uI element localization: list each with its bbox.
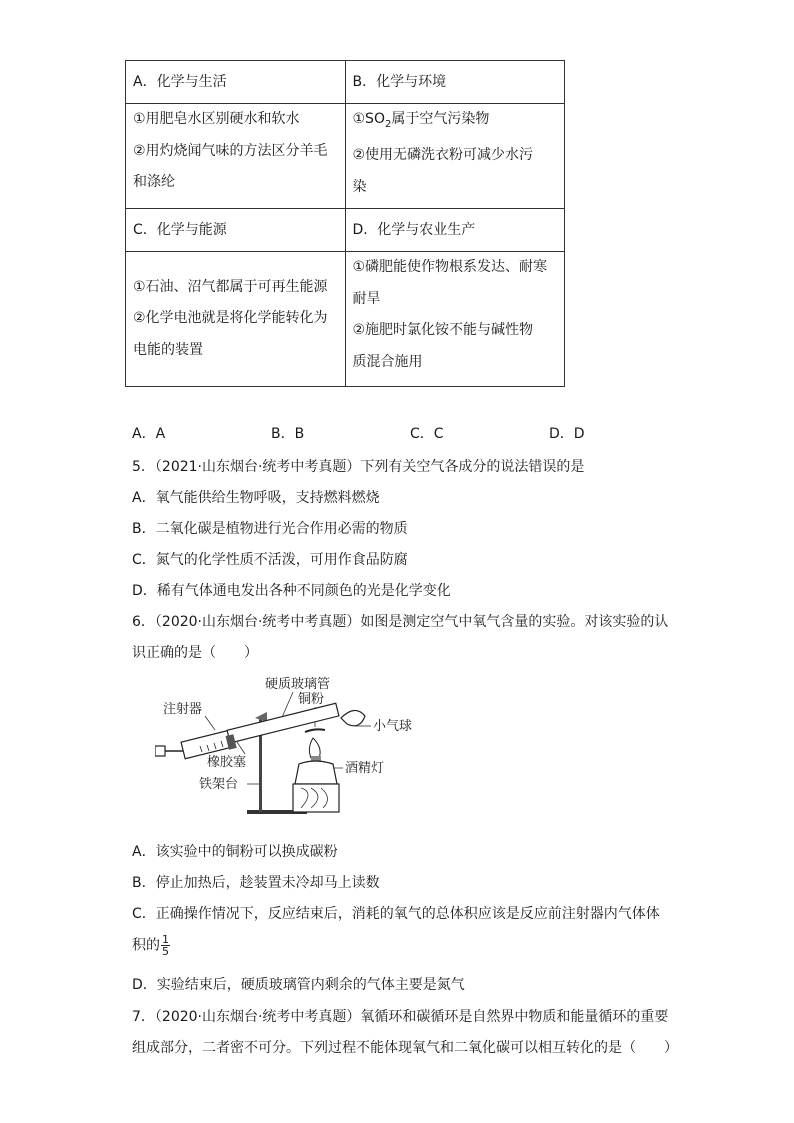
label-alcohol-lamp: 酒精灯	[345, 761, 385, 776]
q4-choice-d[interactable]: D．D	[549, 426, 585, 442]
q6-stem-line-2: 识正确的是（ ）	[132, 645, 258, 661]
label-balloon: 小气球	[373, 719, 413, 734]
q5-option-c[interactable]: C．氮气的化学性质不活泼，可用作食品防腐	[132, 552, 408, 568]
q6-option-c-line-1[interactable]: C．正确操作情况下，反应结束后，消耗的氧气的总体积应该是反应前注射器内气体体	[132, 906, 660, 922]
glass-tube-icon	[227, 703, 339, 743]
q7-stem-line-2: 组成部分，二者密不可分。下列过程不能体现氧气和二氧化碳可以相互转化的是（ ）	[132, 1040, 678, 1056]
label-iron-stand: 铁架台	[199, 777, 239, 792]
q5-option-b[interactable]: B．二氧化碳是植物进行光合作用必需的物质	[132, 521, 408, 537]
cell-c-content	[126, 252, 346, 387]
label-copper-powder: 铜粉	[298, 692, 325, 707]
leader-stopper	[237, 742, 245, 754]
cell-d-line-3: ②施肥时氯化铵不能与碱性物	[352, 322, 534, 338]
flame-icon	[309, 738, 320, 758]
cell-c-title: C．化学与能源	[126, 209, 346, 252]
cell-c-line-1: ①石油、沼气都属于可再生能源	[133, 278, 328, 295]
cell-c-line-2: ②化学电池就是将化学能转化为	[133, 310, 328, 327]
q6-option-b[interactable]: B．停止加热后，趁装置未冷却马上读数	[132, 875, 380, 891]
cell-b-title: B．化学与环境	[345, 61, 565, 104]
q6-option-c-text: 积的	[132, 937, 160, 954]
cell-b-line-3: 染	[352, 178, 367, 195]
cell-b-line-1-post: 属于空气污染物	[391, 111, 490, 127]
q6-option-d[interactable]: D．实验结束后，硬质玻璃管内剩余的气体主要是氮气	[132, 977, 465, 993]
cell-b-line-1-pre: ①SO	[352, 111, 385, 127]
fraction-numerator: 1	[162, 933, 169, 946]
label-glass-tube: 硬质玻璃管	[265, 677, 331, 692]
q4-choice-b[interactable]: B．B	[271, 426, 305, 442]
q4-choice-c[interactable]: C．C	[410, 426, 444, 442]
cell-b-line-2: ②使用无磷洗衣粉可减少水污	[352, 147, 534, 164]
cell-d-content	[345, 252, 565, 387]
q5-stem: 5．（2021·山东烟台·统考中考真题）下列有关空气各成分的说法错误的是	[132, 459, 585, 475]
cell-b-line-1	[353, 104, 558, 140]
cell-d-title: D．化学与农业生产	[345, 209, 565, 252]
cell-d-line-2: 耐旱	[352, 290, 381, 307]
cell-c-line-3: 电能的装置	[133, 341, 203, 358]
fraction-denominator: 5	[162, 945, 169, 958]
options-table	[125, 60, 565, 387]
copper-powder-icon	[305, 729, 325, 732]
cell-b-content	[345, 104, 565, 209]
cell-a-content	[126, 104, 346, 209]
wooden-block-icon	[293, 784, 339, 812]
cell-d-line-4: 质混合施用	[352, 353, 423, 370]
label-rubber-stopper: 橡胶塞	[207, 755, 247, 770]
q6-stem-line-1: 6．（2020·山东烟台·统考中考真题）如图是测定空气中氧气含量的实验。对该实验的认	[132, 614, 669, 630]
syringe-plunger-head-icon	[155, 746, 165, 756]
cell-a-title: A．化学与生活	[126, 61, 346, 104]
alcohol-lamp-icon	[295, 761, 337, 784]
leader-syringe	[205, 716, 215, 730]
q5-option-d[interactable]: D．稀有气体通电发出各种不同颜色的光是化学变化	[132, 583, 451, 599]
q6-option-c-line-2[interactable]	[132, 934, 170, 957]
q5-option-a[interactable]: A．氧气能供给生物呼吸，支持燃料燃烧	[132, 490, 380, 506]
balloon-icon	[341, 710, 365, 725]
label-syringe: 注射器	[163, 702, 203, 717]
so2-subscript: 2	[384, 118, 392, 130]
oxygen-experiment-diagram	[155, 672, 435, 822]
q7-stem-line-1: 7．（2020·山东烟台·统考中考真题）氧循环和碳循环是自然界中物质和能量循环的重要	[132, 1009, 669, 1025]
cell-d-line-1: ①磷肥能使作物根系发达、耐寒	[352, 259, 548, 275]
q4-choice-a[interactable]: A．A	[132, 426, 166, 442]
cell-a-line-2: ②用灼烧闻气味的方法区分羊毛	[133, 142, 328, 159]
q6-option-a[interactable]: A．该实验中的铜粉可以换成碳粉	[132, 844, 338, 860]
cell-a-line-1: ①用肥皂水区别硬水和软水	[133, 111, 300, 127]
cell-a-line-3: 和涤纶	[133, 174, 175, 190]
fraction-one-fifth	[161, 934, 170, 957]
